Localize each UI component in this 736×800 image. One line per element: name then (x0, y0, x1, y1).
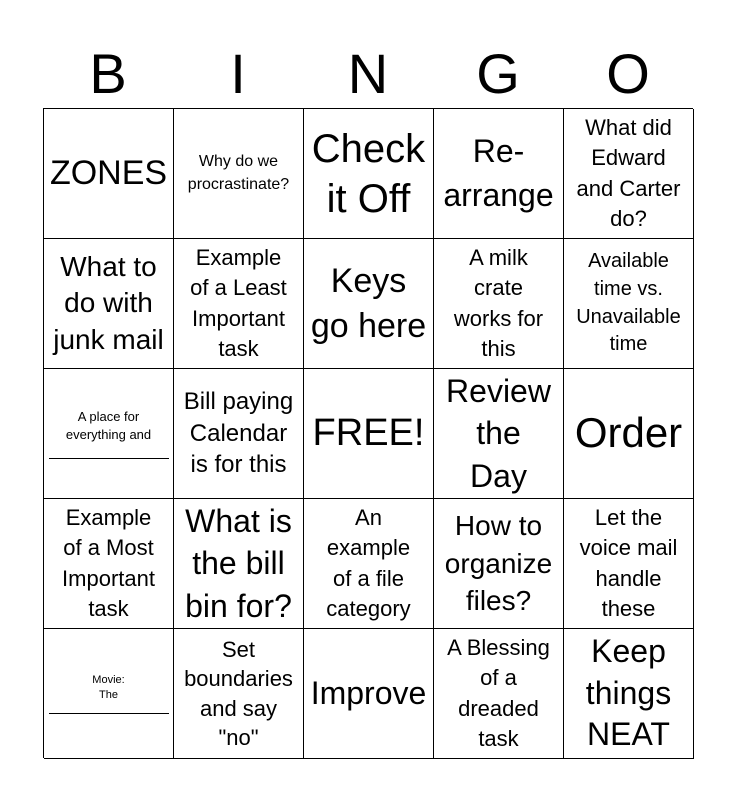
bingo-cell[interactable] (434, 629, 564, 759)
bingo-cell[interactable] (304, 499, 434, 629)
cell-text: Check it Off (311, 126, 426, 221)
header-letter-g: G (476, 42, 520, 105)
cell-text: ZONES (49, 154, 168, 193)
fill-in-blank (48, 673, 170, 714)
blank-line (49, 458, 169, 459)
bingo-cell[interactable] (304, 109, 434, 239)
bingo-cell[interactable] (304, 629, 434, 759)
bingo-cell[interactable] (304, 369, 434, 499)
header-letter-i: I (230, 42, 246, 105)
header-letter-b: B (89, 42, 127, 105)
bingo-cell[interactable] (434, 369, 564, 499)
bingo-cell[interactable] (434, 239, 564, 369)
cell-text: Movie: The (92, 674, 125, 701)
bingo-cell[interactable] (44, 499, 174, 629)
bingo-cell[interactable] (434, 499, 564, 629)
cell-text: Bill paying Calendar is for this (183, 387, 294, 479)
cell-text: What to do with junk mail (53, 250, 164, 355)
bingo-header (43, 40, 693, 108)
cell-text: Review the Day (446, 373, 551, 494)
free-space-text: FREE! (312, 411, 425, 454)
cell-text: Keys go here (310, 262, 427, 345)
bingo-cell[interactable] (174, 109, 304, 239)
bingo-cell[interactable] (564, 109, 694, 239)
bingo-cell[interactable] (44, 239, 174, 369)
bingo-cell[interactable] (564, 369, 694, 499)
header-letter-o: O (606, 42, 650, 105)
bingo-grid (43, 108, 693, 758)
cell-text: Improve (310, 675, 427, 712)
bingo-cell[interactable] (434, 109, 564, 239)
cell-text: How to organize files? (444, 509, 553, 617)
cell-text: Order (574, 409, 683, 457)
bingo-cell[interactable] (174, 239, 304, 369)
cell-text: Keep things NEAT (585, 633, 672, 753)
cell-text: Let the voice mail handle these (579, 504, 678, 621)
cell-text: A place for everything and (65, 408, 152, 442)
bingo-cell[interactable] (564, 499, 694, 629)
fill-in-blank (48, 408, 170, 459)
bingo-cell[interactable] (564, 239, 694, 369)
bingo-cell[interactable] (174, 499, 304, 629)
cell-text: Re- arrange (443, 133, 554, 213)
blank-line (49, 713, 169, 714)
bingo-cell[interactable] (174, 369, 304, 499)
cell-text: Available time vs. Unavailable time (576, 250, 681, 356)
cell-text: A milk crate works for this (453, 244, 544, 361)
cell-text: Example of a Most Important task (62, 504, 155, 621)
header-letter-n: N (347, 42, 389, 105)
cell-text: Why do we procrastinate? (187, 153, 290, 193)
bingo-cell[interactable] (44, 109, 174, 239)
cell-text: An example of a file category (326, 504, 411, 621)
cell-text: Example of a Least Important task (190, 244, 287, 361)
cell-text: What is the bill bin for? (185, 503, 292, 624)
bingo-cell[interactable] (564, 629, 694, 759)
cell-text: A Blessing of a dreaded task (447, 634, 550, 751)
bingo-cell[interactable] (174, 629, 304, 759)
bingo-cell[interactable] (44, 629, 174, 759)
bingo-cell[interactable] (44, 369, 174, 499)
cell-text: Set boundaries and say "no" (184, 637, 293, 750)
cell-text: What did Edward and Carter do? (576, 114, 681, 231)
bingo-cell[interactable] (304, 239, 434, 369)
